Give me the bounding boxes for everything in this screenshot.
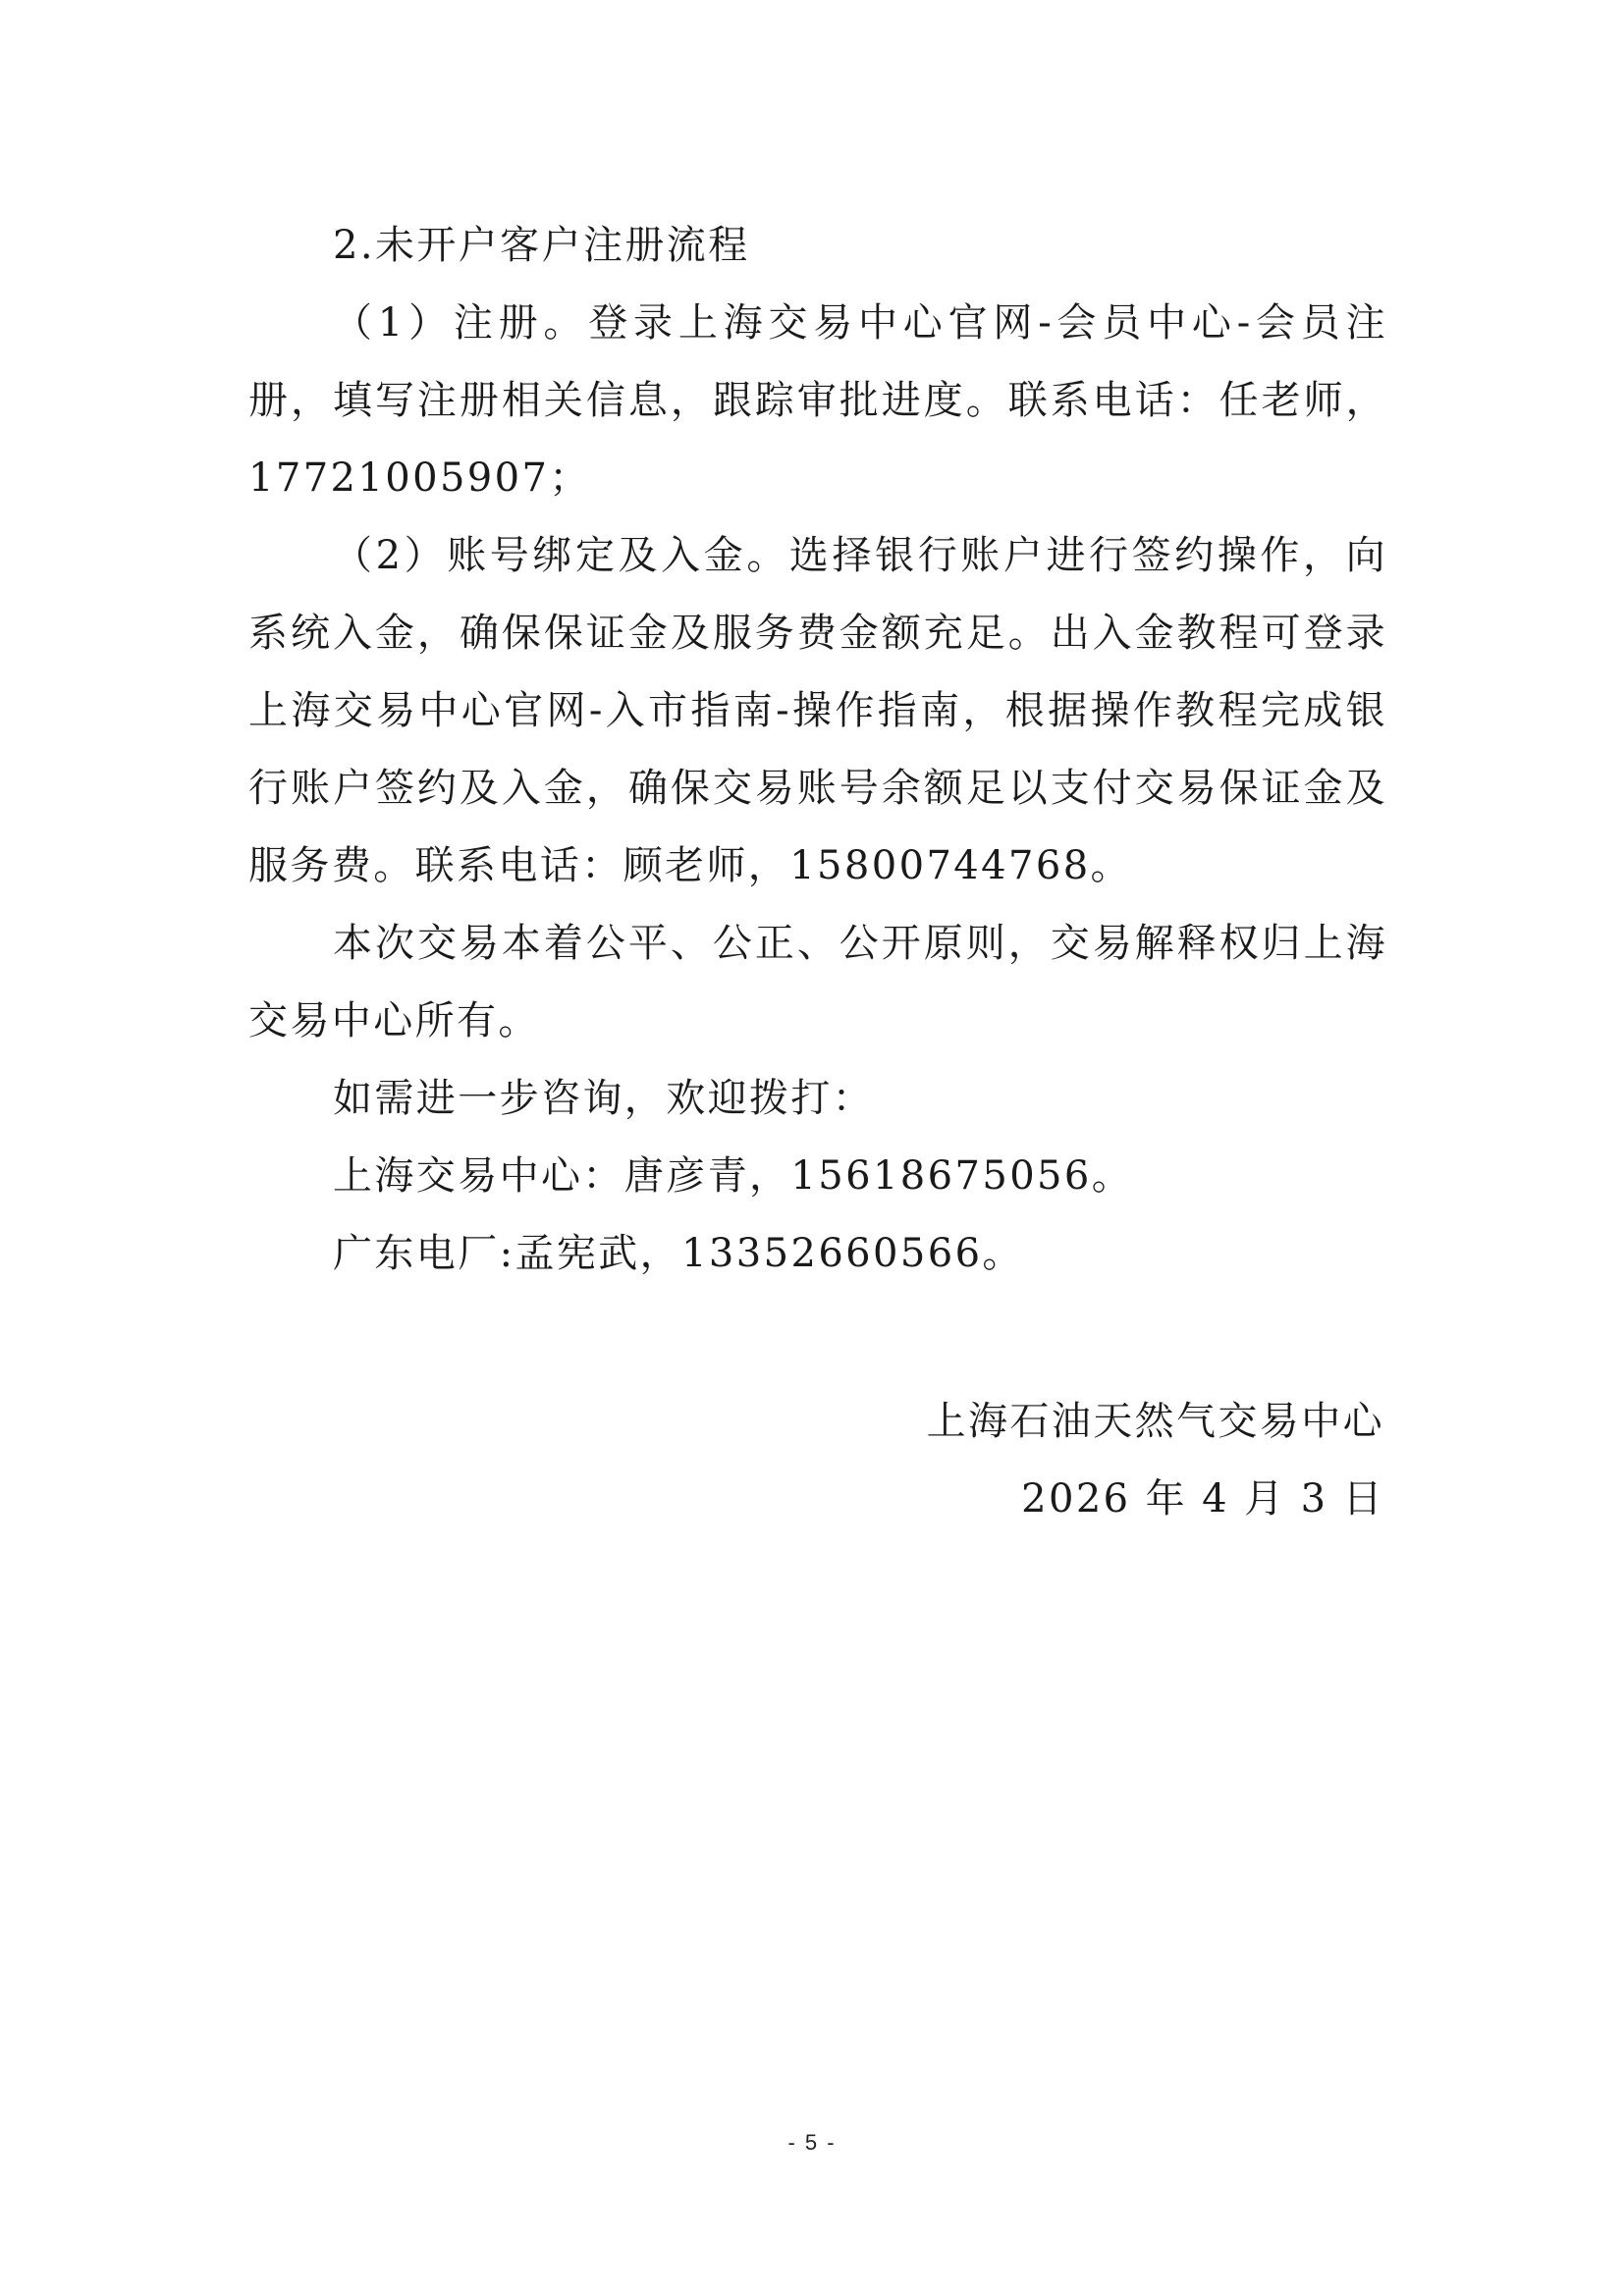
signature-organization: 上海石油天然气交易中心 xyxy=(926,1399,1384,1444)
contact-shanghai: 上海交易中心：唐彦青，15618675056。 xyxy=(333,1153,1134,1199)
body-text xyxy=(248,207,1387,1293)
section-heading: 2.未开户客户注册流程 xyxy=(333,223,750,268)
paragraph-principles: 本次交易本着公平、公正、公开原则，交易解释权归上海交易中心所有。 xyxy=(248,921,1387,1043)
signature-date: 2026 年 4 月 3 日 xyxy=(1021,1476,1384,1522)
contact-guangdong: 广东电厂:孟宪武，13352660566。 xyxy=(333,1231,1024,1276)
page-number: - 5 - xyxy=(787,2130,837,2155)
paragraph-account-binding: （2）账号绑定及入金。选择银行账户进行签约操作，向系统入金，确保保证金及服务费金额充足。出入金教程可登录上海交易中心官网-入市指南-操作指南，根据操作教程完成银行账户签约及入金，确保交易账号余额足以支付交易保证金及服务费。联系电话：顾老师，15800744768。 xyxy=(248,533,1387,888)
paragraph-inquiry: 如需进一步咨询，欢迎拨打： xyxy=(333,1076,875,1121)
signature-block xyxy=(927,1383,1384,1538)
paragraph-registration: （1）注册。登录上海交易中心官网-会员中心-会员注册，填写注册相关信息，跟踪审批进度。联系电话：任老师，17721005907； xyxy=(248,300,1387,501)
